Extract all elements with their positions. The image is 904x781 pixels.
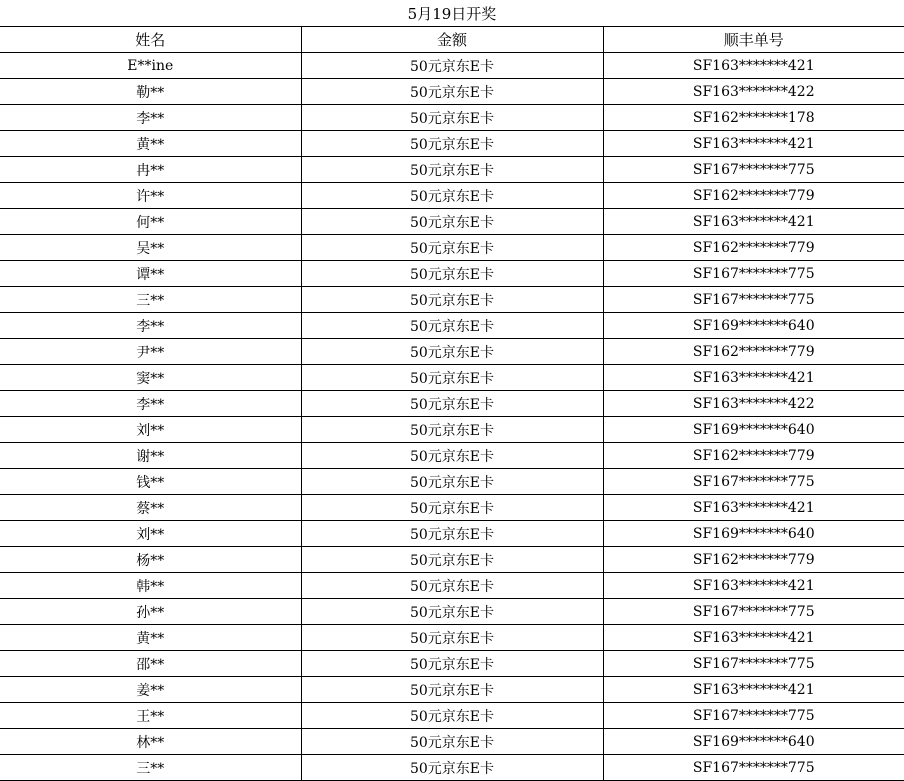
cell-tracking: SF163*******421 bbox=[603, 625, 904, 651]
cell-amount: 50元京东E卡 bbox=[301, 157, 603, 183]
cell-tracking: SF169*******640 bbox=[603, 313, 904, 339]
cell-name: 刘** bbox=[0, 417, 301, 443]
table-row bbox=[0, 183, 904, 209]
cell-tracking: SF163*******421 bbox=[603, 365, 904, 391]
cell-amount: 50元京东E卡 bbox=[301, 235, 603, 261]
table-row bbox=[0, 443, 904, 469]
cell-amount: 50元京东E卡 bbox=[301, 703, 603, 729]
cell-tracking: SF163*******421 bbox=[603, 495, 904, 521]
cell-tracking: SF163*******421 bbox=[603, 677, 904, 703]
cell-tracking: SF167*******775 bbox=[603, 469, 904, 495]
cell-tracking: SF167*******775 bbox=[603, 651, 904, 677]
cell-amount: 50元京东E卡 bbox=[301, 209, 603, 235]
table-body bbox=[0, 53, 904, 781]
cell-name: 刘** bbox=[0, 521, 301, 547]
cell-name: 许** bbox=[0, 183, 301, 209]
cell-amount: 50元京东E卡 bbox=[301, 547, 603, 573]
cell-amount: 50元京东E卡 bbox=[301, 755, 603, 781]
table-row bbox=[0, 677, 904, 703]
cell-tracking: SF162*******779 bbox=[603, 235, 904, 261]
cell-amount: 50元京东E卡 bbox=[301, 677, 603, 703]
cell-name: 三** bbox=[0, 287, 301, 313]
cell-amount: 50元京东E卡 bbox=[301, 79, 603, 105]
cell-name: E**ine bbox=[0, 53, 301, 79]
cell-name: 蔡** bbox=[0, 495, 301, 521]
cell-tracking: SF167*******775 bbox=[603, 755, 904, 781]
table-header-row bbox=[0, 27, 904, 53]
table-row bbox=[0, 547, 904, 573]
table-row bbox=[0, 521, 904, 547]
header-name: 姓名 bbox=[0, 27, 301, 53]
cell-name: 谢** bbox=[0, 443, 301, 469]
cell-tracking: SF162*******779 bbox=[603, 339, 904, 365]
cell-amount: 50元京东E卡 bbox=[301, 599, 603, 625]
table-row bbox=[0, 339, 904, 365]
cell-tracking: SF162*******779 bbox=[603, 183, 904, 209]
table-row bbox=[0, 79, 904, 105]
cell-amount: 50元京东E卡 bbox=[301, 391, 603, 417]
table-row bbox=[0, 625, 904, 651]
table-row bbox=[0, 703, 904, 729]
cell-amount: 50元京东E卡 bbox=[301, 105, 603, 131]
cell-amount: 50元京东E卡 bbox=[301, 131, 603, 157]
table-row bbox=[0, 235, 904, 261]
table-row bbox=[0, 261, 904, 287]
table-row bbox=[0, 365, 904, 391]
cell-amount: 50元京东E卡 bbox=[301, 651, 603, 677]
cell-amount: 50元京东E卡 bbox=[301, 521, 603, 547]
table-row bbox=[0, 651, 904, 677]
cell-tracking: SF167*******775 bbox=[603, 261, 904, 287]
table-row bbox=[0, 313, 904, 339]
table-row bbox=[0, 157, 904, 183]
table-row bbox=[0, 573, 904, 599]
cell-name: 窦** bbox=[0, 365, 301, 391]
cell-amount: 50元京东E卡 bbox=[301, 53, 603, 79]
cell-amount: 50元京东E卡 bbox=[301, 261, 603, 287]
cell-amount: 50元京东E卡 bbox=[301, 729, 603, 755]
cell-amount: 50元京东E卡 bbox=[301, 573, 603, 599]
cell-name: 冉** bbox=[0, 157, 301, 183]
table-row bbox=[0, 287, 904, 313]
cell-name: 勒** bbox=[0, 79, 301, 105]
cell-tracking: SF167*******775 bbox=[603, 703, 904, 729]
cell-tracking: SF162*******779 bbox=[603, 443, 904, 469]
cell-tracking: SF169*******640 bbox=[603, 417, 904, 443]
cell-amount: 50元京东E卡 bbox=[301, 625, 603, 651]
cell-name: 李** bbox=[0, 105, 301, 131]
cell-amount: 50元京东E卡 bbox=[301, 443, 603, 469]
cell-name: 黄** bbox=[0, 131, 301, 157]
table-row bbox=[0, 599, 904, 625]
cell-name: 谭** bbox=[0, 261, 301, 287]
cell-tracking: SF162*******779 bbox=[603, 547, 904, 573]
cell-tracking: SF167*******775 bbox=[603, 157, 904, 183]
table-row bbox=[0, 495, 904, 521]
cell-tracking: SF163*******421 bbox=[603, 573, 904, 599]
table-row bbox=[0, 755, 904, 781]
header-amount: 金额 bbox=[301, 27, 603, 53]
cell-name: 邵** bbox=[0, 651, 301, 677]
cell-tracking: SF169*******640 bbox=[603, 729, 904, 755]
cell-tracking: SF163*******421 bbox=[603, 131, 904, 157]
cell-name: 韩** bbox=[0, 573, 301, 599]
cell-name: 姜** bbox=[0, 677, 301, 703]
table-row bbox=[0, 469, 904, 495]
cell-tracking: SF163*******422 bbox=[603, 79, 904, 105]
table-row bbox=[0, 417, 904, 443]
table-row bbox=[0, 53, 904, 79]
cell-name: 钱** bbox=[0, 469, 301, 495]
table-row bbox=[0, 105, 904, 131]
table-row bbox=[0, 131, 904, 157]
cell-name: 王** bbox=[0, 703, 301, 729]
table-row bbox=[0, 209, 904, 235]
cell-amount: 50元京东E卡 bbox=[301, 287, 603, 313]
cell-tracking: SF162*******178 bbox=[603, 105, 904, 131]
table-row bbox=[0, 391, 904, 417]
cell-amount: 50元京东E卡 bbox=[301, 365, 603, 391]
cell-name: 吴** bbox=[0, 235, 301, 261]
cell-tracking: SF167*******775 bbox=[603, 599, 904, 625]
cell-name: 孙** bbox=[0, 599, 301, 625]
cell-tracking: SF169*******640 bbox=[603, 521, 904, 547]
cell-tracking: SF163*******422 bbox=[603, 391, 904, 417]
cell-amount: 50元京东E卡 bbox=[301, 469, 603, 495]
cell-amount: 50元京东E卡 bbox=[301, 417, 603, 443]
cell-amount: 50元京东E卡 bbox=[301, 339, 603, 365]
cell-tracking: SF163*******421 bbox=[603, 209, 904, 235]
cell-amount: 50元京东E卡 bbox=[301, 313, 603, 339]
cell-name: 林** bbox=[0, 729, 301, 755]
header-tracking: 顺丰单号 bbox=[603, 27, 904, 53]
table-row bbox=[0, 729, 904, 755]
page-title: 5月19日开奖 bbox=[407, 5, 497, 23]
cell-name: 三** bbox=[0, 755, 301, 781]
cell-name: 何** bbox=[0, 209, 301, 235]
cell-name: 李** bbox=[0, 391, 301, 417]
winners-table bbox=[0, 26, 904, 781]
cell-name: 杨** bbox=[0, 547, 301, 573]
cell-amount: 50元京东E卡 bbox=[301, 183, 603, 209]
cell-tracking: SF167*******775 bbox=[603, 287, 904, 313]
cell-tracking: SF163*******421 bbox=[603, 53, 904, 79]
cell-amount: 50元京东E卡 bbox=[301, 495, 603, 521]
cell-name: 尹** bbox=[0, 339, 301, 365]
cell-name: 李** bbox=[0, 313, 301, 339]
cell-name: 黄** bbox=[0, 625, 301, 651]
